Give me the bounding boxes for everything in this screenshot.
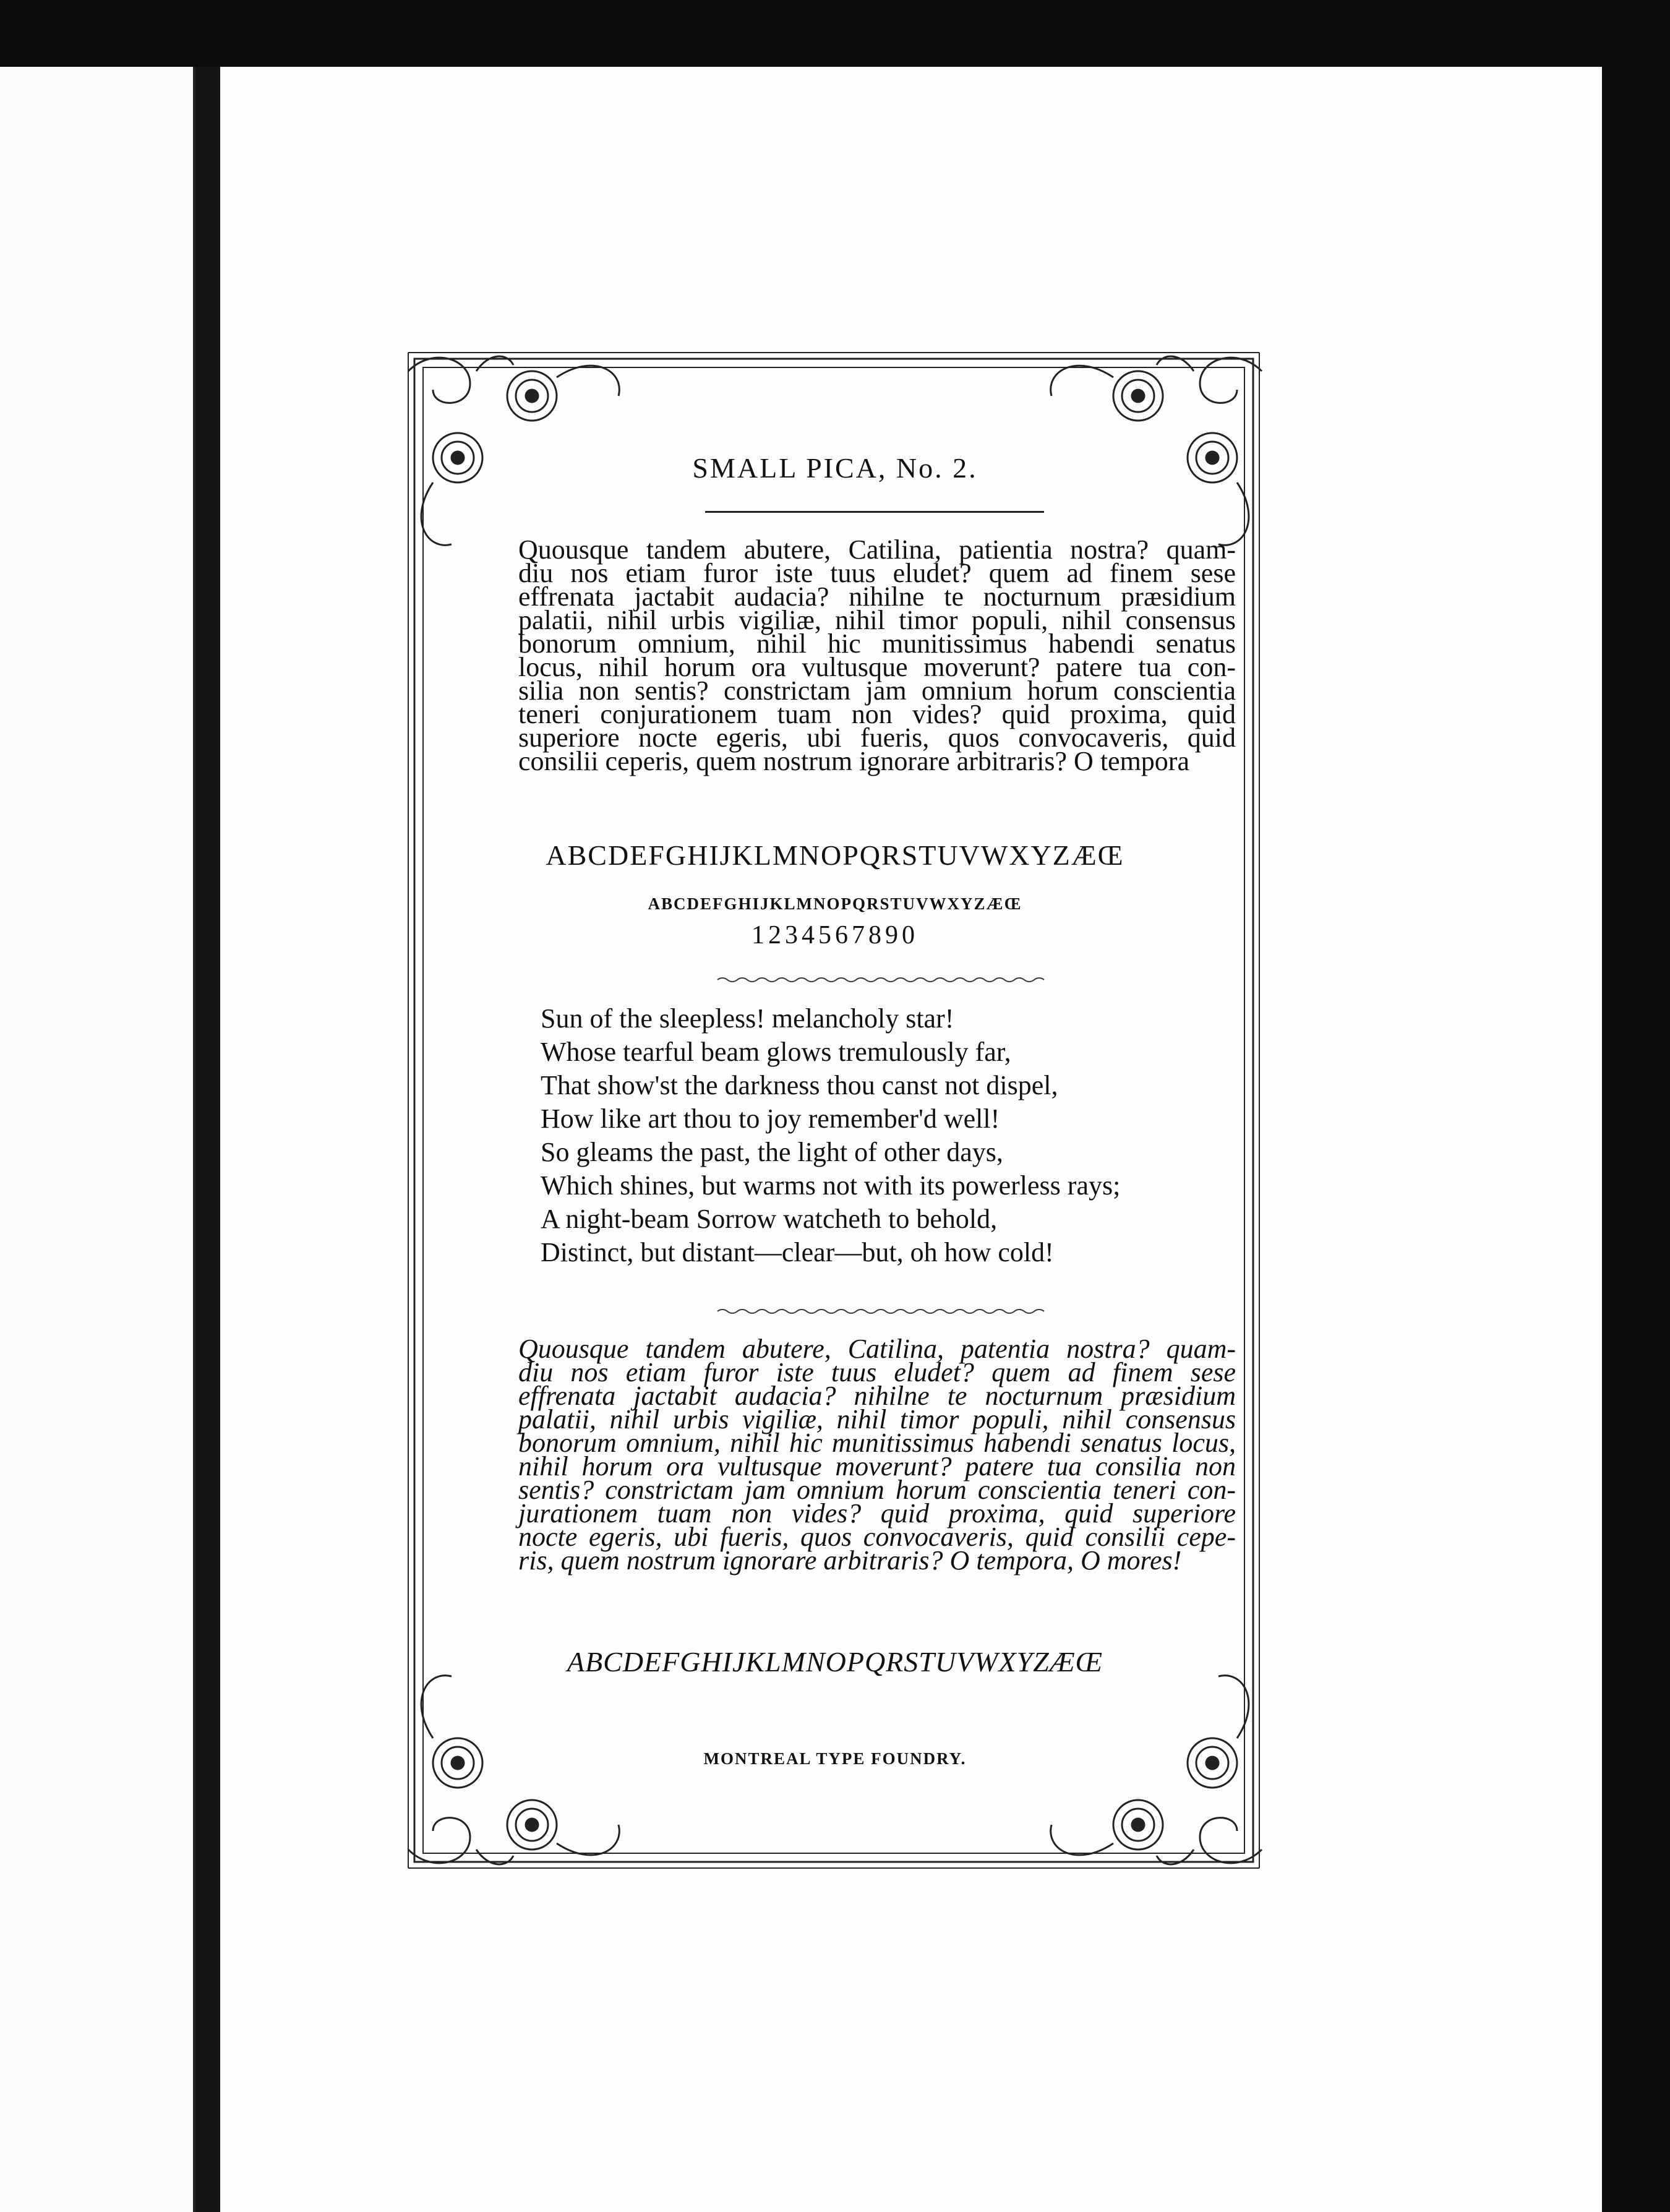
poem — [541, 1002, 1120, 1269]
roman-paragraph-line: silia non sentis? constrictam jam omnium horum conscientia — [518, 675, 1236, 706]
roman-paragraph-line: teneri conjurationem tuam non vides? quid proxima, quid — [518, 699, 1236, 729]
italic-paragraph — [518, 1334, 1236, 1575]
poem-line: A night-beam Sorrow watcheth to behold, — [541, 1204, 998, 1234]
italic-paragraph-line: palatii, nihil urbis vigiliæ, nihil timor populi, nihil consensus — [518, 1404, 1236, 1434]
italic-paragraph-line: bonorum omnium, nihil hic munitissimus habendi senatus locus, — [518, 1428, 1236, 1458]
roman-paragraph-line: bonorum omnium, nihil hic munitissimus habendi senatus — [518, 628, 1236, 659]
poem-line: Distinct, but distant—clear—but, oh how cold! — [541, 1237, 1054, 1267]
roman-paragraph-line: superiore nocte egeris, ubi fueris, quos convocaveris, quid — [518, 722, 1236, 753]
roman-paragraph-line: locus, nihil horum ora vultusque moverunt? patere tua con- — [518, 652, 1236, 682]
italic-paragraph-line: diu nos etiam furor iste tuus eludet? quem ad finem sese — [518, 1357, 1236, 1387]
roman-paragraph-line: consilii ceperis, quem nostrum ignorare arbitraris? O tempora — [518, 746, 1189, 776]
foundry-name: MONTREAL TYPE FOUNDRY. — [703, 1749, 967, 1768]
page-title: SMALL PICA, No. 2. — [692, 452, 978, 484]
figures-line: 1234567890 — [751, 921, 918, 950]
poem-line: How like art thou to joy remember'd well! — [541, 1104, 1000, 1134]
poem-line: So gleams the past, the light of other days, — [541, 1137, 1003, 1167]
italic-paragraph-line: nihil horum ora vultusque moverunt? patere tua consilia non — [518, 1451, 1236, 1481]
italic-paragraph-line: Quousque tandem abutere, Catilina, patentia nostra? quam- — [518, 1334, 1236, 1364]
title-rule — [705, 511, 1044, 513]
italic-paragraph-line: jurationem tuam non vides? quid proxima, quid superiore — [518, 1498, 1236, 1528]
roman-paragraph — [518, 534, 1236, 776]
roman-paragraph-line: Quousque tandem abutere, Catilina, patientia nostra? quam- — [518, 534, 1236, 565]
capitals-line: ABCDEFGHIJKLMNOPQRSTUVWXYZÆŒ — [546, 839, 1124, 871]
roman-paragraph-line: diu nos etiam furor iste tuus eludet? quem ad finem sese — [518, 558, 1236, 588]
poem-line: Which shines, but warms not with its powerless rays; — [541, 1170, 1121, 1201]
italic-paragraph-line: effrenata jactabit audacia? nihilne te nocturnum præsidium — [518, 1381, 1236, 1411]
italic-capitals-line: ABCDEFGHIJKLMNOPQRSTUVWXYZÆŒ — [567, 1646, 1103, 1678]
poem-line: That show'st the darkness thou canst not dispel, — [541, 1070, 1058, 1100]
italic-paragraph-line: nocte egeris, ubi fueris, quos convocaveris, quid consilii cepe- — [518, 1522, 1236, 1552]
italic-paragraph-line: ris, quem nostrum ignorare arbitraris? O tempora, O mores! — [518, 1545, 1182, 1575]
poem-line: Sun of the sleepless! melancholy star! — [541, 1003, 954, 1034]
small-capitals-line: ABCDEFGHIJKLMNOPQRSTUVWXYZÆŒ — [648, 894, 1022, 913]
roman-paragraph-line: palatii, nihil urbis vigiliæ, nihil timor populi, nihil consensus — [518, 605, 1236, 635]
roman-paragraph-line: effrenata jactabit audacia? nihilne te nocturnum præsidium — [518, 581, 1236, 612]
poem-line: Whose tearful beam glows tremulously far, — [541, 1037, 1011, 1067]
italic-paragraph-line: sentis? constrictam jam omnium horum conscientia teneri con- — [518, 1475, 1236, 1505]
